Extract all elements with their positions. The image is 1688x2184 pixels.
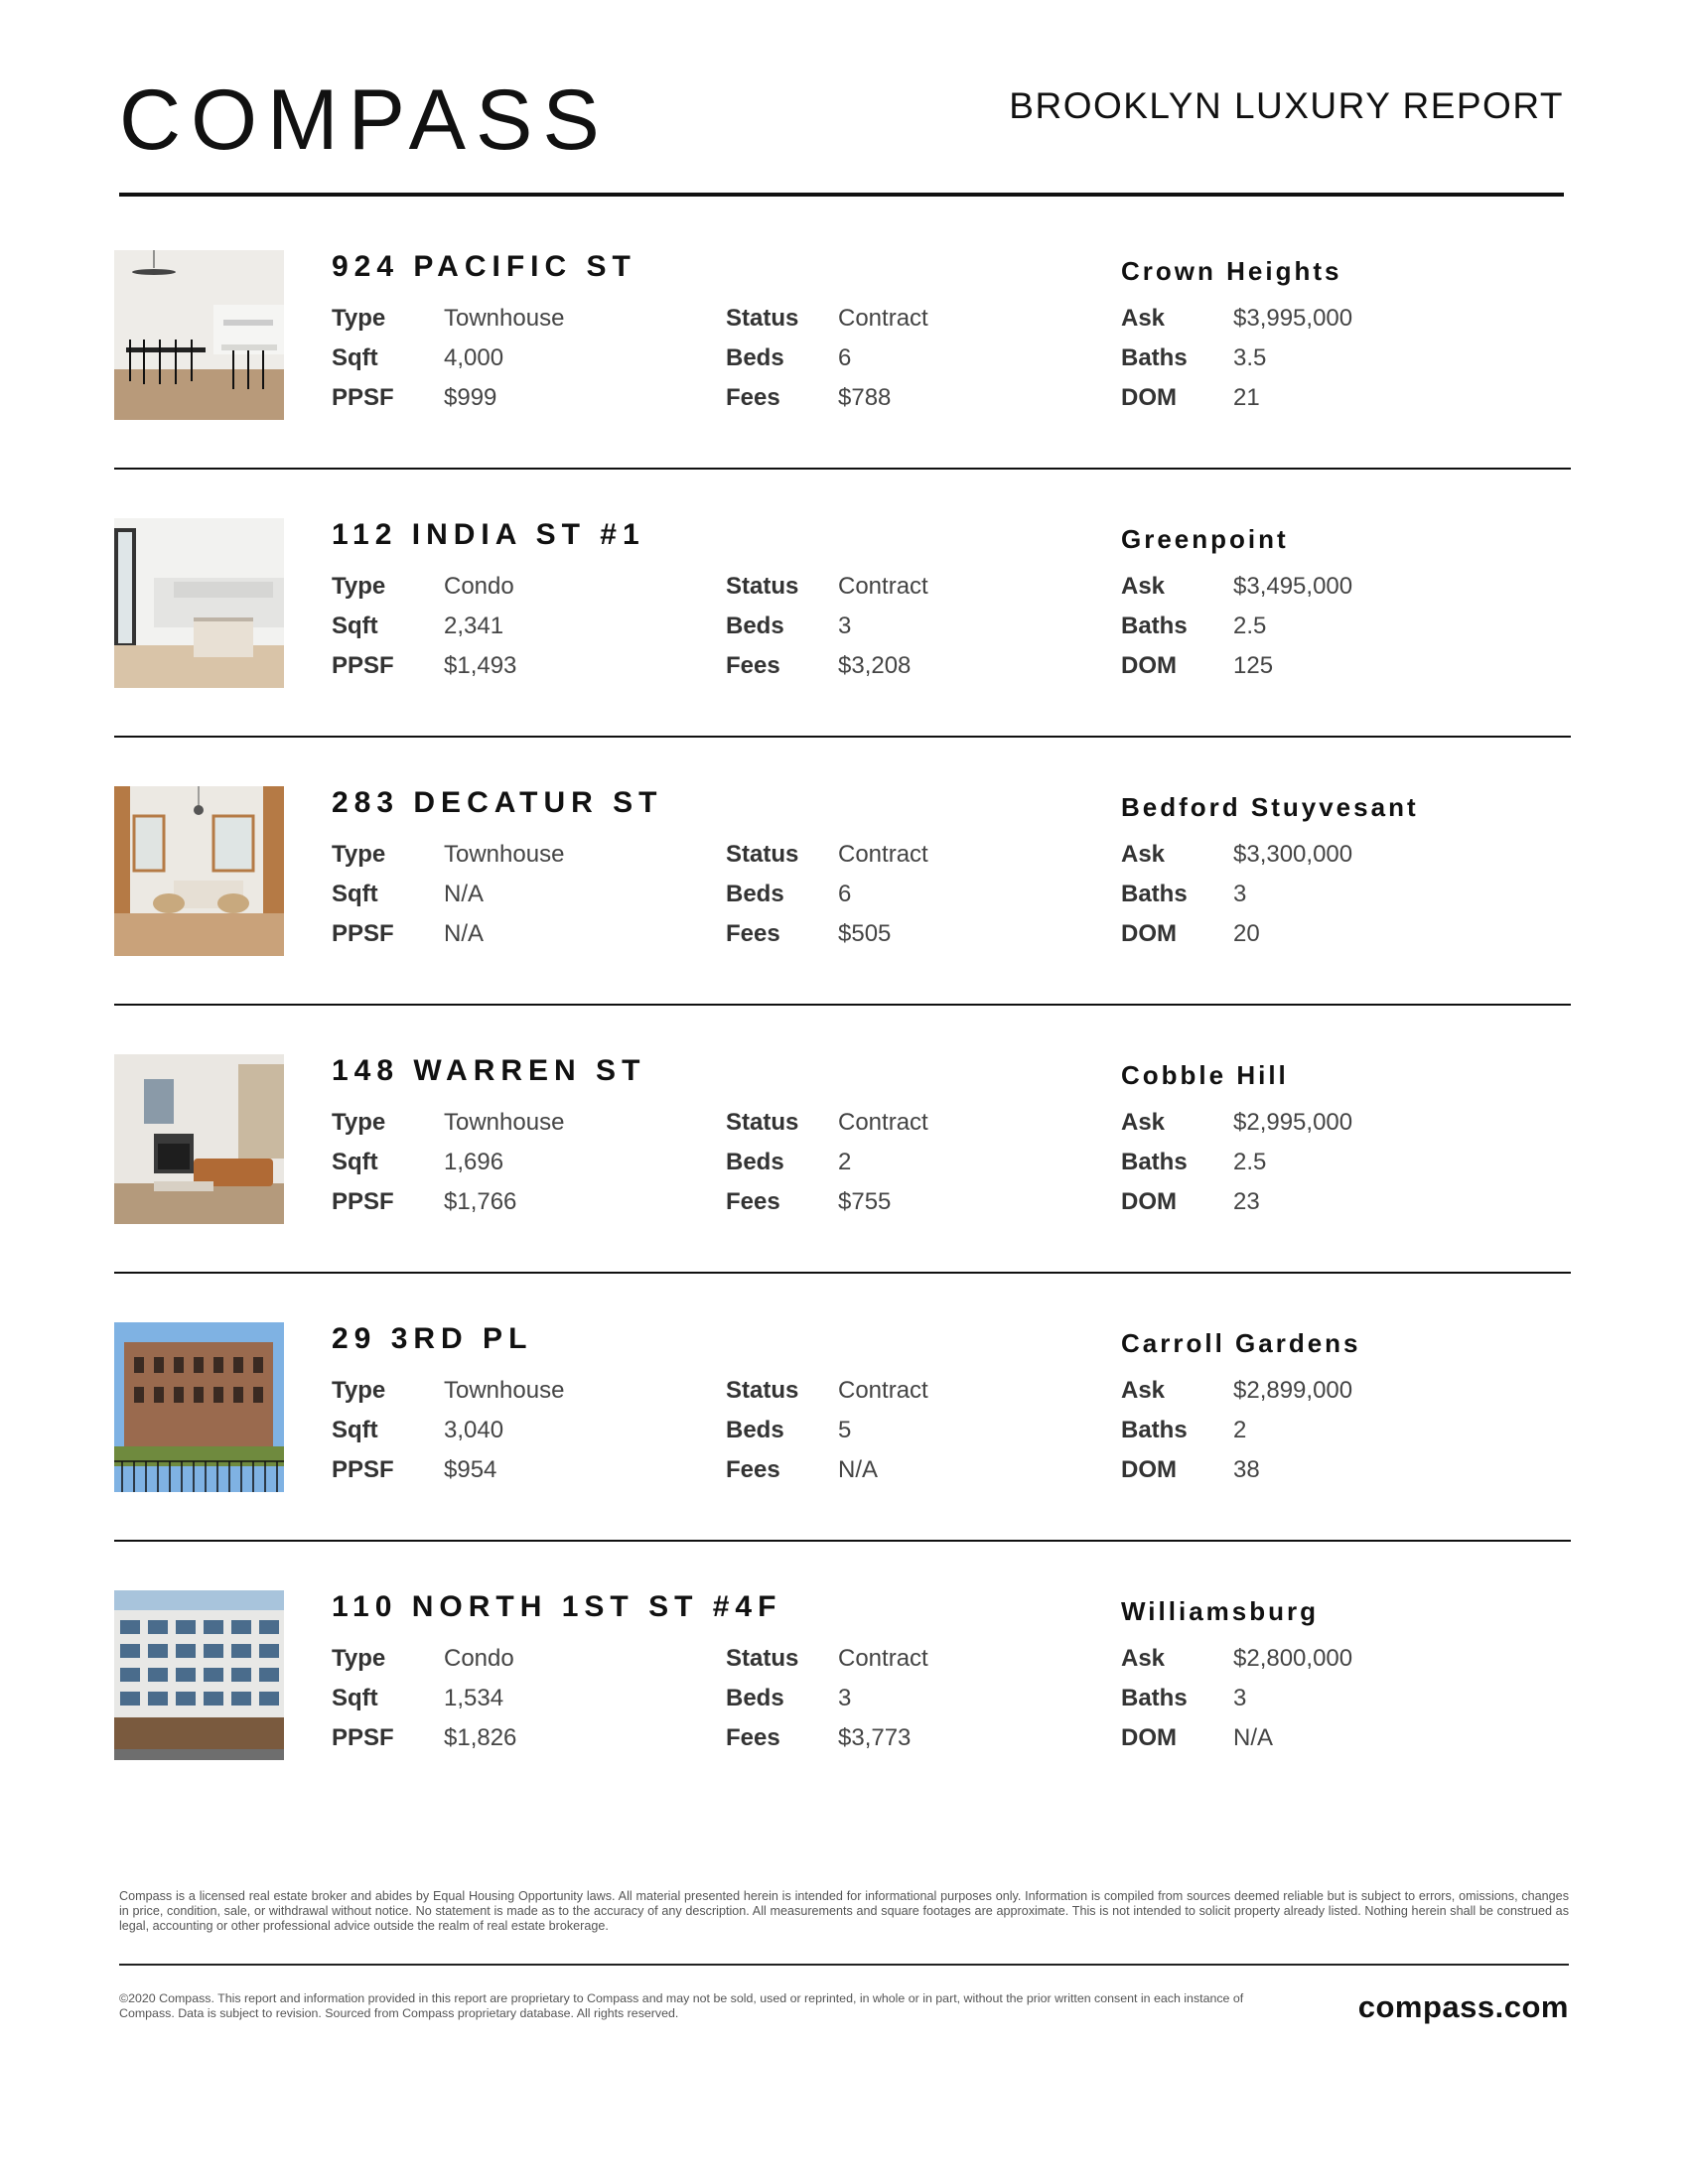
listing-card: [114, 250, 1571, 518]
listing-divider: [114, 468, 1571, 470]
field-baths-label: Baths: [1121, 1685, 1188, 1711]
compass-logo: [119, 79, 616, 159]
field-ask-label: Ask: [1121, 841, 1166, 868]
listing-neighborhood: Crown Heights: [1121, 256, 1342, 286]
field-status-label: Status: [726, 1377, 799, 1404]
field-type-value: Townhouse: [444, 841, 565, 868]
field-baths-value: 3.5: [1233, 344, 1267, 371]
field-beds-label: Beds: [726, 1149, 784, 1175]
listing-card: [114, 1054, 1571, 1322]
field-baths-label: Baths: [1121, 1149, 1188, 1175]
field-status-value: Contract: [838, 841, 928, 868]
field-fees-label: Fees: [726, 1456, 780, 1483]
footer-divider: [119, 1964, 1569, 1966]
field-ppsf-value: N/A: [444, 920, 485, 947]
field-baths-value: 2: [1233, 1417, 1247, 1443]
field-beds-value: 3: [838, 613, 852, 639]
field-status-label: Status: [726, 1645, 799, 1672]
field-sqft-value: 4,000: [444, 344, 504, 371]
copyright-notice: ©2020 Compass. This report and information provided in this report are proprietary to Compass and may not be sold, used or reprinted, in whole or in part, without the prior written consent in each instance of Compass. Data is subject to revision. Sourced from Compass proprietary database. All rights reserved.: [119, 1991, 1244, 2020]
field-type-label: Type: [332, 573, 386, 600]
field-status-label: Status: [726, 1109, 799, 1136]
field-baths-value: 3: [1233, 1685, 1247, 1711]
listing-address: 283 DECATUR ST: [332, 786, 663, 819]
field-dom-value: 20: [1233, 920, 1260, 947]
field-dom-value: 21: [1233, 384, 1260, 411]
field-type-label: Type: [332, 1109, 386, 1136]
field-dom-label: DOM: [1121, 652, 1177, 679]
listing-divider: [114, 1004, 1571, 1006]
field-baths-value: 3: [1233, 881, 1247, 907]
field-type-value: Condo: [444, 573, 514, 600]
field-fees-label: Fees: [726, 1724, 780, 1751]
field-ask-label: Ask: [1121, 1645, 1166, 1672]
field-sqft-label: Sqft: [332, 344, 378, 371]
listing-card: [114, 518, 1571, 786]
field-ppsf-label: PPSF: [332, 1188, 394, 1215]
field-dom-value: 125: [1233, 652, 1274, 679]
field-ask-label: Ask: [1121, 1377, 1166, 1404]
field-sqft-label: Sqft: [332, 881, 378, 907]
field-beds-value: 6: [838, 881, 852, 907]
field-fees-value: $3,773: [838, 1724, 912, 1751]
field-status-value: Contract: [838, 1109, 928, 1136]
report-title: BROOKLYN LUXURY REPORT: [1009, 85, 1564, 126]
listing-card: [114, 786, 1571, 1054]
listing-address: 29 3RD PL: [332, 1322, 533, 1355]
field-status-label: Status: [726, 305, 799, 332]
field-dom-label: DOM: [1121, 1724, 1177, 1751]
field-dom-value: 38: [1233, 1456, 1260, 1483]
field-dom-label: DOM: [1121, 920, 1177, 947]
field-ppsf-label: PPSF: [332, 1456, 394, 1483]
field-ask-value: $3,495,000: [1233, 573, 1353, 600]
field-baths-label: Baths: [1121, 881, 1188, 907]
field-status-label: Status: [726, 573, 799, 600]
field-beds-value: 2: [838, 1149, 852, 1175]
field-type-value: Townhouse: [444, 1109, 565, 1136]
field-ppsf-value: $1,493: [444, 652, 517, 679]
listing-divider: [114, 1272, 1571, 1274]
compass-logo-wordmark: [119, 79, 616, 159]
listing-divider: [114, 736, 1571, 738]
listing-card: [114, 1590, 1571, 1858]
field-ask-value: $2,899,000: [1233, 1377, 1353, 1404]
field-sqft-value: 1,696: [444, 1149, 504, 1175]
listing-address: 924 PACIFIC ST: [332, 250, 636, 283]
listing-photo: [114, 250, 284, 420]
listing-photo: [114, 786, 284, 956]
field-type-value: Townhouse: [444, 1377, 565, 1404]
field-type-label: Type: [332, 1377, 386, 1404]
field-ask-label: Ask: [1121, 573, 1166, 600]
field-beds-value: 3: [838, 1685, 852, 1711]
field-fees-label: Fees: [726, 652, 780, 679]
field-ppsf-label: PPSF: [332, 384, 394, 411]
listing-neighborhood: Williamsburg: [1121, 1596, 1320, 1626]
listing-address: 110 NORTH 1ST ST #4F: [332, 1590, 782, 1623]
field-beds-label: Beds: [726, 1685, 784, 1711]
field-fees-label: Fees: [726, 384, 780, 411]
field-sqft-value: 2,341: [444, 613, 504, 639]
listing-photo: [114, 1054, 284, 1224]
listing-card: [114, 1322, 1571, 1590]
field-status-value: Contract: [838, 573, 928, 600]
field-type-value: Townhouse: [444, 305, 565, 332]
field-type-value: Condo: [444, 1645, 514, 1672]
field-status-value: Contract: [838, 1377, 928, 1404]
field-ppsf-value: $999: [444, 384, 497, 411]
field-type-label: Type: [332, 305, 386, 332]
field-beds-label: Beds: [726, 881, 784, 907]
field-ppsf-label: PPSF: [332, 1724, 394, 1751]
listing-neighborhood: Cobble Hill: [1121, 1060, 1289, 1090]
field-ask-value: $2,995,000: [1233, 1109, 1353, 1136]
field-baths-value: 2.5: [1233, 613, 1267, 639]
field-baths-value: 2.5: [1233, 1149, 1267, 1175]
field-sqft-label: Sqft: [332, 1149, 378, 1175]
field-type-label: Type: [332, 841, 386, 868]
website-link[interactable]: compass.com: [1357, 1989, 1569, 2024]
field-ask-value: $2,800,000: [1233, 1645, 1353, 1672]
field-fees-value: $755: [838, 1188, 892, 1215]
field-fees-label: Fees: [726, 1188, 780, 1215]
listing-address: 148 WARREN ST: [332, 1054, 646, 1087]
field-status-value: Contract: [838, 305, 928, 332]
field-dom-label: DOM: [1121, 384, 1177, 411]
field-fees-value: $3,208: [838, 652, 912, 679]
field-baths-label: Baths: [1121, 344, 1188, 371]
field-ask-value: $3,300,000: [1233, 841, 1353, 868]
field-beds-label: Beds: [726, 344, 784, 371]
field-baths-label: Baths: [1121, 613, 1188, 639]
field-fees-value: $788: [838, 384, 892, 411]
field-ppsf-label: PPSF: [332, 652, 394, 679]
field-type-label: Type: [332, 1645, 386, 1672]
field-dom-label: DOM: [1121, 1188, 1177, 1215]
field-dom-value: N/A: [1233, 1724, 1274, 1751]
header-divider: [119, 193, 1564, 197]
field-beds-value: 5: [838, 1417, 852, 1443]
field-ppsf-value: $1,766: [444, 1188, 517, 1215]
field-ask-label: Ask: [1121, 1109, 1166, 1136]
listing-divider: [114, 1540, 1571, 1542]
listing-photo: [114, 1322, 284, 1492]
field-ppsf-value: $1,826: [444, 1724, 517, 1751]
field-beds-label: Beds: [726, 1417, 784, 1443]
field-dom-value: 23: [1233, 1188, 1260, 1215]
field-ask-value: $3,995,000: [1233, 305, 1353, 332]
listing-photo: [114, 1590, 284, 1760]
field-fees-value: $505: [838, 920, 892, 947]
field-sqft-label: Sqft: [332, 613, 378, 639]
field-fees-label: Fees: [726, 920, 780, 947]
field-status-label: Status: [726, 841, 799, 868]
field-baths-label: Baths: [1121, 1417, 1188, 1443]
field-ppsf-label: PPSF: [332, 920, 394, 947]
field-status-value: Contract: [838, 1645, 928, 1672]
field-sqft-value: 1,534: [444, 1685, 504, 1711]
listing-address: 112 INDIA ST #1: [332, 518, 645, 551]
field-fees-value: N/A: [838, 1456, 879, 1483]
legal-disclaimer: Compass is a licensed real estate broker and abides by Equal Housing Opportunity laws. All material presented herein is intended for informational purposes only. Information is compiled from sources deemed reliable but is subject to errors, omissions, changes in price, condition, sale, or withdrawal without notice. No statement is made as to the accuracy of any description. All measurements and square footages are approximate. This is not intended to solicit property already listed. Nothing herein shall be construed as legal, accounting or other professional advice outside the realm of real estate brokerage.: [119, 1889, 1569, 1933]
listing-neighborhood: Bedford Stuyvesant: [1121, 792, 1419, 822]
field-sqft-label: Sqft: [332, 1417, 378, 1443]
field-beds-value: 6: [838, 344, 852, 371]
field-dom-label: DOM: [1121, 1456, 1177, 1483]
listing-photo: [114, 518, 284, 688]
listing-neighborhood: Greenpoint: [1121, 524, 1289, 554]
compass-logo-text: COMPASS: [119, 79, 610, 159]
field-sqft-label: Sqft: [332, 1685, 378, 1711]
field-beds-label: Beds: [726, 613, 784, 639]
listing-neighborhood: Carroll Gardens: [1121, 1328, 1361, 1358]
field-ask-label: Ask: [1121, 305, 1166, 332]
report-header: [119, 79, 1564, 159]
field-sqft-value: 3,040: [444, 1417, 504, 1443]
field-ppsf-value: $954: [444, 1456, 497, 1483]
field-sqft-value: N/A: [444, 881, 485, 907]
